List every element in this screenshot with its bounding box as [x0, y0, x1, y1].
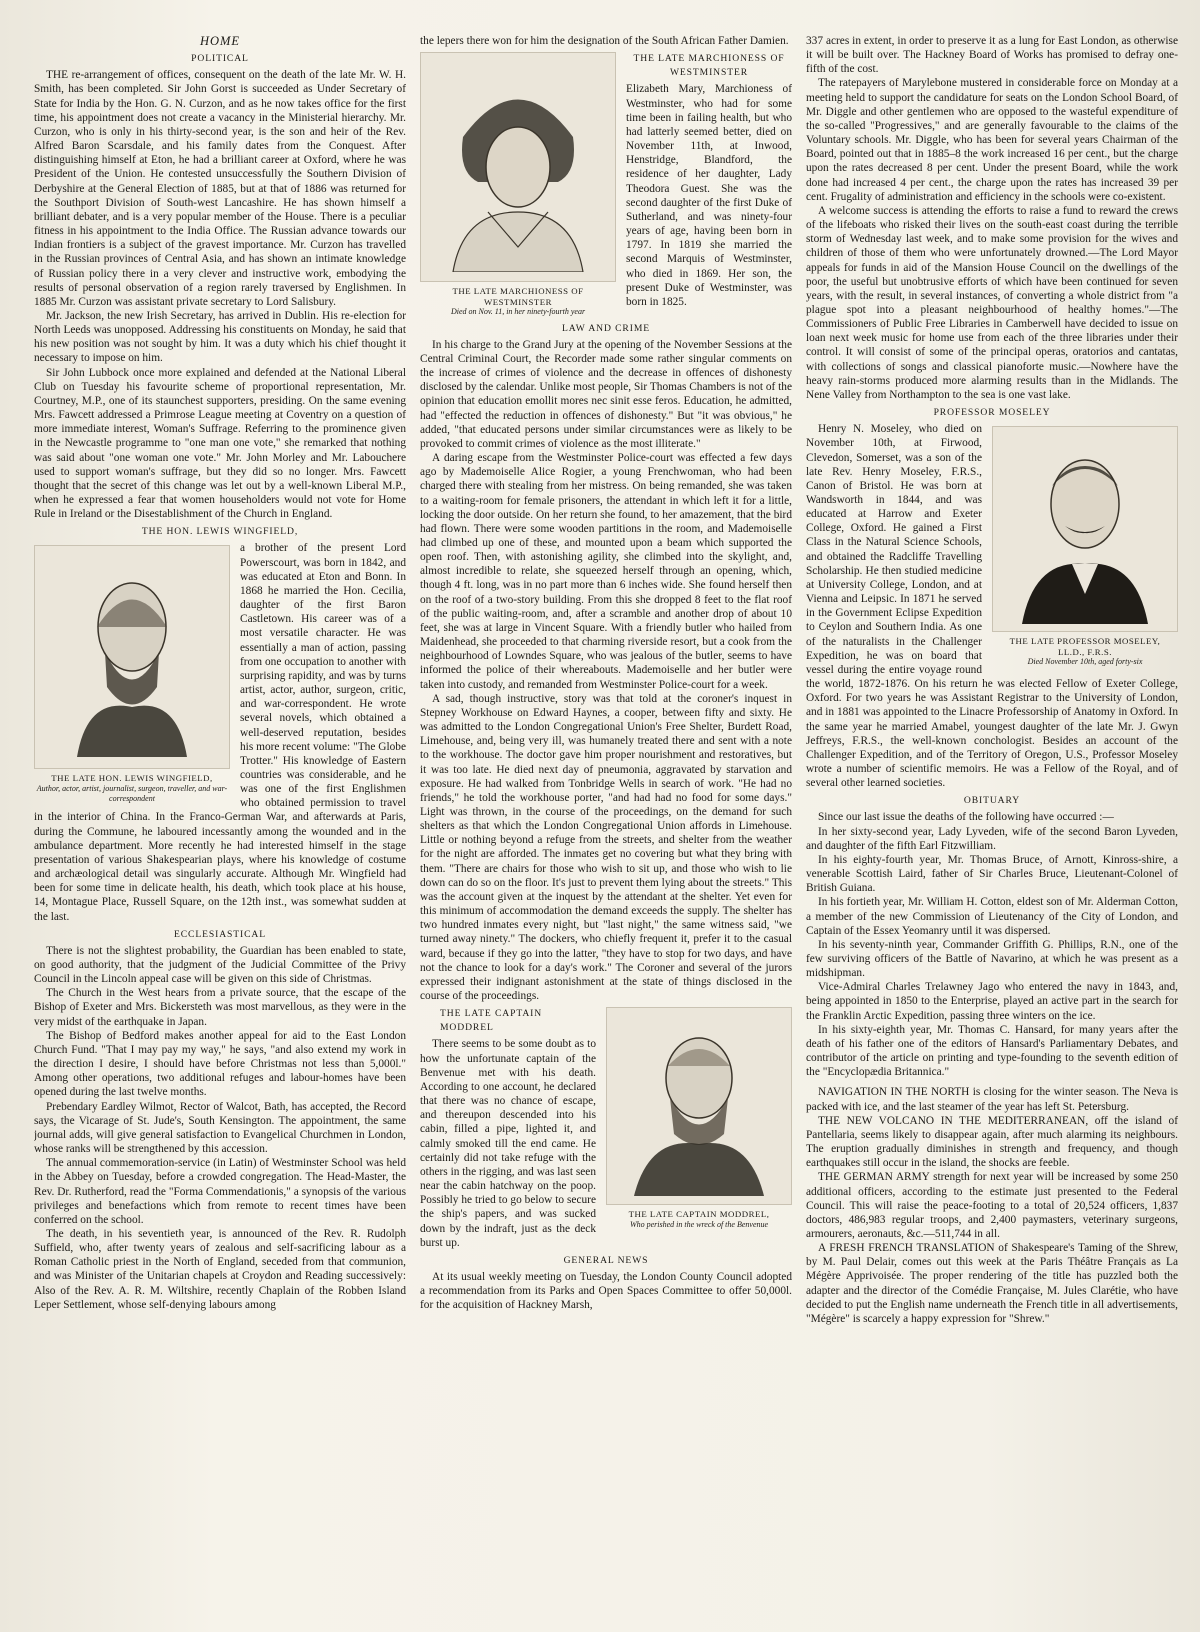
paragraph: THE NEW VOLCANO IN THE MEDITERRANEAN, off the island of Pantellaria, seems likely to disappear again, after much alarming its neighbours. The eruption gradually diminishes in strength and frequency, and though earthquakes still occur in the island, the shocks are feeble. [806, 1114, 1178, 1170]
moddrel-portrait [606, 1007, 792, 1205]
marchioness-figure [420, 52, 616, 318]
wingfield-portrait [34, 545, 230, 769]
portrait-engraving-icon [57, 557, 207, 757]
paragraph: Vice-Admiral Charles Trelawney Jago who entered the navy in 1843, and, being appointed in 1850 to the Enterprise, played an active part in the search for the Franklin Arctic Expedition, passing three winters on the ice. [806, 981, 1178, 1022]
paragraph: There is not the slightest probability, the Guardian has been enabled to state, on good authority, that the judgment of the Judicial Committee of the Privy Council in the Lincoln appeal case will be given on this side of Christmas. [34, 944, 406, 986]
paragraph: Since our last issue the deaths of the following have occurred :— [818, 811, 1114, 824]
three-column-layout [34, 34, 1178, 1624]
paragraph: At its usual weekly meeting on Tuesday, the London County Council adopted a recommendation from its Parks and Open Spaces Committee to offer 50,000l. for the acquisition of Hackney Marsh, [420, 1270, 792, 1312]
caption-title: THE LATE MARCHIONESS OF WESTMINSTER [452, 286, 584, 307]
subheading-political: POLITICAL [191, 53, 249, 65]
paragraph: A sad, though instructive, story was that told at the coroner's inquest in Stepney Workhouse on Edward Haynes, a cooper, between fifty and sixty. He was admitted to the London Congregational Union's Free Shelter, Burdett Road, Limehouse, and, being very ill, was humanely treated there and sent with a note to the workhouse. The doctor gave him proper nourishment and restoratives, but it was too late. He died next day of pneumonia, aggravated by starvation and exposure. He had walked from Tonbridge Wells in search of work. "He had no friends," he told the workhouse porter, "and had had no food for some days." Light was thrown, in the course of the proceedings, on the demand for such shelters as that which the London Congregational Union affords in Limehouse. Little or nothing beyond a refuge from the streets, and shelter from the weather for the night are afforded. The inmates get no covering but what they bring with them. "There are chairs for those who wish to sit up, and those who wish to lie down can do so on the floor. It's just to prevent them lying about the streets." This was the account given at the inquest by the attendant at the shelter. Yet even for this minimum of accommodation the demand exceeds the supply. The shelter has two hundred inmates every night, but "last night," the same witness said, "we turned away ninety." The dockers, who chiefly frequent it, prefer it to the casual ward, because if they go into the latter, "they have to stop for two days, and have not the chance to look for a day's work." The Coroner and several of the jurors expressed their indignant astonishment at the state of things disclosed in the course of the proceedings. [420, 692, 792, 1002]
caption-degrees: LL.D., F.R.S. [1058, 646, 1112, 657]
caption-title: THE LATE HON. LEWIS WINGFIELD, [51, 773, 213, 784]
paragraph: Henry N. Moseley, who died on November 10th, at Firwood, Clevedon, Somerset, was a son of the late Rev. Henry Moseley, F.R.S., Canon of Bristol. He was born at Wandsworth in 1844, and was educated at Harrow and Exeter College, Oxford. He gained a First Class in the Natural Science Schools, and obtained the Radcliffe Travelling Scholarship. He then studied medicine at University College, London, and at Vienna and Leipsic. In 1871 he served in the Government Eclipse Expedition to Ceylon and Southern India. As one of the naturalists in the Challenger Expedition, he was on board that vessel during the entire voyage round the world, 1872-1876. On his return he was elected Fellow of Exeter College, Oxford. For two years he was Assistant Registrar to the University of London, and in 1881 was appointed to the Linacre Professorship of Anatomy in Oxford. In the same year he married Amabel, youngest daughter of the late Mr. J. Gwyn Jeffreys, F.R.S., the well-known conchologist. Besides an account of the Challenger Expedition, and of the Territory of Oregon, U.S., Professor Moseley wrote a number of scientific memoirs. He was a Fellow of the Royal, and of several other learned societies. [806, 423, 1178, 790]
paragraph: The Church in the West hears from a private source, that the escape of the Bishop of Exeter and Mrs. Bickersteth was most marvellous, as they were in the very midst of the earthquake in Japan. [34, 987, 406, 1028]
paragraph: In his fortieth year, Mr. William H. Cotton, eldest son of Mr. Alderman Cotton, a member of the new Commission of Lieutenancy of the City of London, and Captain of the Essex Yeomanry until it was dispersed. [806, 896, 1178, 937]
paragraph: The death, in his seventieth year, is announced of the Rev. R. Rudolph Suffield, who, after twenty years of zealous and self-sacrificing labour as a Roman Catholic priest in the North of England, seceded from that communion, and was Minister of the Unitarian chapels at Croydon and Reading successively: Also of the Rev. A. R. M. Wiltshire, recently Chaplain of the Robben Island Leper Settlement, whose self-denying labours among [34, 1227, 406, 1311]
subheading-ecclesiastical: ECCLESIASTICAL [173, 928, 266, 940]
paragraph: In his sixty-eighth year, Mr. Thomas C. Hansard, for many years after the death of his father one of the editors of Hansard's Parliamentary Debates, and contributor of the article on printing and type-founding to the seventh edition of the "Encyclopædia Britannica." [806, 1023, 1178, 1079]
moddrel-caption [606, 1209, 792, 1230]
paragraph: Sir John Lubbock once more explained and defended at the National Liberal Club on Tuesday his favourite scheme of proportional representation, Mr. Courtney, M.P., one of its staunchest supporters, presiding. On the same evening Mrs. Fawcett addressed a Primrose League meeting at Coventry on a question of more immediate interest, Woman's Suffrage. Referring to the prominence given in the Newcastle programme to "one man one vote," she remarked that nothing was said about "one woman one vote." Mr. John Morley and Mr. Labouchere used to support woman's suffrage, but they did so no longer. Mrs. Fawcett thought that the secret of this change was let out by a well-known Liberal M.P., when he expressed a fear that women householders would not vote for Home Rule in Ireland or the Disestablishment of the Church in England. [34, 366, 406, 521]
caption-detail: Died November 10th, aged forty-six [1027, 657, 1143, 667]
paragraph: Prebendary Eardley Wilmot, Rector of Walcot, Bath, has accepted, the Record says, the Vicarage of St. Jude's, South Kensington. The appointment, the same journal adds, will give general satisfaction to Evangelical Churchmen in London, whose ranks will be strengthened by this accession. [34, 1100, 406, 1156]
marchioness-portrait [420, 52, 616, 282]
paragraph: A daring escape from the Westminster Police-court was effected a few days ago by Mademoiselle Alice Rogier, a young Frenchwoman, who had been charged there with stealing from her mistress. On being remanded, she was taken to a waiting-room for female prisoners, the attendant in which left it for a little, locking the door outside. On her return she found, to her amazement, that the bird had flown. There were some wooden partitions in the room, and Mademoiselle had climbed up one of these, and mounted upon a beam which supported the open roof. Then, with astonishing agility, she climbed into the skylight, and, almost incredible to relate, she squeezed herself through an opening, which, though 4 ft. long, was in no part more than 6 inches wide. She found herself then on the roof of a two-story building. From this she dropped 8 feet to the flat roof of the public waiting-room, and, after a scramble and another drop of about 10 feet, she was at large in Vincent Square. With a friendly butler who hailed from Maidenhead, she proceeded to that charming riverside resort, but a cook from the neighbourhood of Lowndes Square, who was jealous of the butler, seems to have informed the police of their whereabouts. Mademoiselle and her butler were taken into custody, and remanded from Westminster Police-court for a week. [420, 452, 792, 691]
paragraph: Elizabeth Mary, Marchioness of Westminster, who had for some time been in failing health, but who had latterly seemed better, died on November 11th, at Inwood, Henstridge, Blandford, the residence of her daughter, Lady Theodora Guest. She was the second daughter of the first Duke of Sutherland, and was ninety-four years of age, having been born in 1797. In 1819 she married the second Marquis of Westminster, who died in 1869. Her son, the present Duke of Westminster, was born in 1825. [626, 83, 792, 308]
wingfield-figure [34, 545, 230, 805]
portrait-engraving-icon [624, 1016, 774, 1196]
caption-detail: Author, actor, artist, journalist, surgeon, traveller, and war-correspondent [36, 783, 228, 804]
moseley-caption [992, 636, 1178, 668]
caption-title: THE LATE PROFESSOR MOSELEY, [1009, 636, 1161, 647]
paragraph: THE GERMAN ARMY strength for next year will be increased by some 250 additional officers, according to the estimate just presented to the Federal Council. This will raise the peace-footing to a total of 20,524 officers, 1,837 doctors, 486,983 regular troops, and 2,400 paymasters, veterinary surgeons, armourers, aeronauts, &c.—511,744 in all. [806, 1171, 1178, 1240]
column-3 [806, 34, 1178, 1624]
subheading-obituary: OBITUARY [963, 795, 1021, 807]
portrait-engraving-icon [1010, 434, 1160, 624]
column-2 [420, 34, 792, 1624]
caption-detail: Who perished in the wreck of the Benvenue [629, 1219, 769, 1229]
subheading-marchioness: THE LATE MARCHIONESS OF WESTMINSTER [633, 53, 785, 79]
moseley-figure [992, 426, 1178, 668]
paragraph: In his eighty-fourth year, Mr. Thomas Bruce, of Arnott, Kinross-shire, a venerable Scottish Laird, father of Sir Charles Bruce, Lieutenant-Colonel of British Guiana. [806, 853, 1178, 895]
caption-detail: Died on Nov. 11, in her ninety-fourth year [450, 307, 586, 317]
caption-title: THE LATE CAPTAIN MODDREL, [628, 1209, 770, 1220]
moddrel-figure [606, 1007, 792, 1230]
portrait-engraving-icon [438, 62, 598, 272]
subheading-general-news: GENERAL NEWS [563, 1254, 649, 1266]
paragraph: a brother of the present Lord Powerscourt, was born in 1842, and was educated at Eton and Bonn. In 1868 he married the Hon. Cecilia, daughter of the first Baron Castletown. His career was of a most versatile character. He was essentially a man of action, passing from one occupation to another with surprising rapidity, and was by turns artist, actor, author, surgeon, critic, and war-correspondent. He wrote several novels, which obtained a well-deserved reputation, besides his more recent volume: "The Globe Trotter." His knowledge of Eastern countries was considerable, and he was one of the first Englishmen who obtained permission to travel in the interior of China. In the Franco-German War, and afterwards at Paris, during the Commune, he laboured incessantly among the wounded and in the ambulance department. More recently he had interested himself in the stage presentation of various Shakespearian plays, where his knowledge of costume and archæological detail was singularly accurate. Although Mr. Wingfield had been for some time in delicate health, his death, which took place at his house, 14, Montague Place, Russell Square, on the 12th inst., was somewhat sudden at the last. [34, 542, 406, 923]
subheading-wingfield: THE HON. LEWIS WINGFIELD, [141, 526, 299, 538]
paragraph: 337 acres in extent, in order to preserve it as a lung for East London, as otherwise it will be built over. The Hackney Board of Works has promised to defray one-fifth of the cost. [806, 35, 1178, 76]
paragraph: In her sixty-second year, Lady Lyveden, wife of the second Baron Lyveden, and daughter of the fifth Earl Fitzwilliam. [806, 825, 1178, 852]
column-1 [34, 34, 406, 1624]
wingfield-caption [34, 773, 230, 805]
moseley-portrait [992, 426, 1178, 632]
paragraph: NAVIGATION IN THE NORTH is closing for the winter season. The Neva is packed with ice, and the last steamer of the year has left St. Petersburg. [806, 1086, 1178, 1113]
subheading-law-and-crime: LAW AND CRIME [561, 322, 651, 334]
paragraph: A FRESH FRENCH TRANSLATION of Shakespeare's Taming of the Shrew, by M. Paul Delair, comes out this week at the Paris Théâtre Français as La Mégère Apprivoisée. The proper rendering of the title has puzzled both the adapter and the director of the Comédie Française, M. Jules Clarétie, who have decided to put the English name underneath the French title in all advertisements, "Mégère" is scarcely a happy expression for "Shrew." [806, 1242, 1178, 1325]
paragraph: The annual commemoration-service (in Latin) of Westminster School was held in the Abbey on Tuesday, before a crowded congregation. The Head-Master, the Rev. Dr. Rutherford, read the "Forma Commendationis," a synopsis of the various privileges and benefactions which from remote to recent times have been conferred on the school. [34, 1157, 406, 1226]
paragraph: THE re-arrangement of offices, consequent on the death of the late Mr. W. H. Smith, has been completed. Sir John Gorst is succeeded as Under Secretary of State for India by the Hon. G. N. Curzon, and as he now takes office for the first time, his appointment does not create a vacancy in the Ministerial hierarchy. Mr. Curzon, who is only in his thirty-second year, is the son and heir of the Rev. Alfred Baron Scarsdale, and his family dates from the Conquest. After distinguishing himself at Eton, he had a brilliant career at Oxford, where he was President of the Union. He contested unsuccessfully the Southern Division of Derbyshire at the General Election of 1885, but at that of 1886 was returned for the Southport Division of South-west Lancashire. He has shown himself a brilliant debater, and is a very popular member of the House. There is a peculiar fitness in his appointment to the India Office. The Russian advance towards our Indian frontiers is a subject of the gravest importance. Mr. Curzon has travelled in the Russian provinces of Central Asia, and has shown an intimate knowledge of Russian policy there in a very clever and instructive work, embodying the results of personal observation of a region rarely traversed by Englishmen. In 1885 Mr. Curzon was assistant private secretary to Lord Salisbury. [34, 69, 406, 308]
marchioness-caption [420, 286, 616, 318]
subheading-moddrel: THE LATE CAPTAIN MODDREL [440, 1008, 543, 1034]
paragraph: The Bishop of Bedford makes another appeal for aid to the East London Church Fund. "That I may pay my way," he says, "and also extend my work in the direction I desire, I should have before Christmas not less than 5,000l." Among other operations, two additional refuges and labour-homes have been opened during the last twelve months. [34, 1029, 406, 1099]
section-heading-home: HOME [199, 34, 241, 48]
paragraph: In his seventy-ninth year, Commander Griffith G. Phillips, R.N., one of the few surviving officers of the Battle of Navarino, at which he was present as a midshipman. [806, 938, 1178, 980]
subheading-moseley: PROFESSOR MOSELEY [933, 407, 1051, 419]
paragraph: A welcome success is attending the efforts to raise a fund to reward the crews of the lifeboats who risked their lives on the south-east coast during the terrible storm of Wednesday last week, and to make some provision for the wives and children of those of them who were unfortunately drowned.—The Lord Mayor appeals for funds in aid of the Mansion House Council on the dwellings of the poor, the useful but unobtrusive efforts of which have been continued for seven years, with the result, in several instances, of converting a whole district from "a plague spot into a pleasant neighbourhood of healthy homes."—The Commissioners of Public Free Libraries in Camberwell have decided to issue on loan next week music for home use from each of the three libraries under their control. It will consist of some of the principal operas, oratorios and cantatas, with collections of songs and classical pianoforte music.—Nowhere have the heavy rain-storms produced more alarming results than in the Midlands. The Nene Valley from Northampton to the sea is one vast lake. [806, 204, 1178, 401]
paragraph: The ratepayers of Marylebone mustered in considerable force on Monday at a meeting held to support the candidature for seats on the London School Board, of Mr. Diggle and other gentlemen who are opposed to the wasteful expenditure of the so-called "Progressives," and are generally favourable to the claims of the Voluntary schools. Mr. Diggle, who has been for several years Chairman of the Board, pointed out that in 1885–8 the work increased 16 per cent., but the charge upon the rates decreased 8 per cent. Under the present Board, while the work done had increased 4 per cent., the charge upon the rates has increased 39 per cent. Frugality of administration and efficiency in the schools were co-existent. [806, 77, 1178, 203]
paragraph: the lepers there won for him the designation of the South African Father Damien. [420, 35, 789, 47]
paragraph: In his charge to the Grand Jury at the opening of the November Sessions at the Central Criminal Court, the Recorder made some rather singular comments on the increase of crimes of violence and the decrease in offences of dishonesty disclosed by the calendar. Unlike most people, Sir Thomas Chambers is not of the opinion that education emollit mores nec sinit esse feros. Education, he admitted, had "effected the reduction in offences of dishonesty." But "it was obvious," he added, "that educated persons under similar circumstances were as likely to be provoked to commit crimes of violence as the most illiterate." [420, 338, 792, 450]
paragraph: Mr. Jackson, the new Irish Secretary, has arrived in Dublin. His re-election for North Leeds was unopposed. Addressing his constituents on Monday, he said that his new position was not sought by him. It was a duty which his chief thought it necessary to impose on him. [34, 309, 406, 365]
paragraph: There seems to be some doubt as to how the unfortunate captain of the Benvenue met with his death. According to one account, he declared that there was no chance of escape, and thereupon descended into his cabin, filled a pipe, lighted it, and calmly smoked till the end came. He certainly did not take refuge with the others in the rigging, and was last seen near the cabin hatchway on the poop. Possibly he tried to go below to secure the ship's papers, and was sucked down by the indraft, just as the deck burst up. [420, 1038, 596, 1249]
